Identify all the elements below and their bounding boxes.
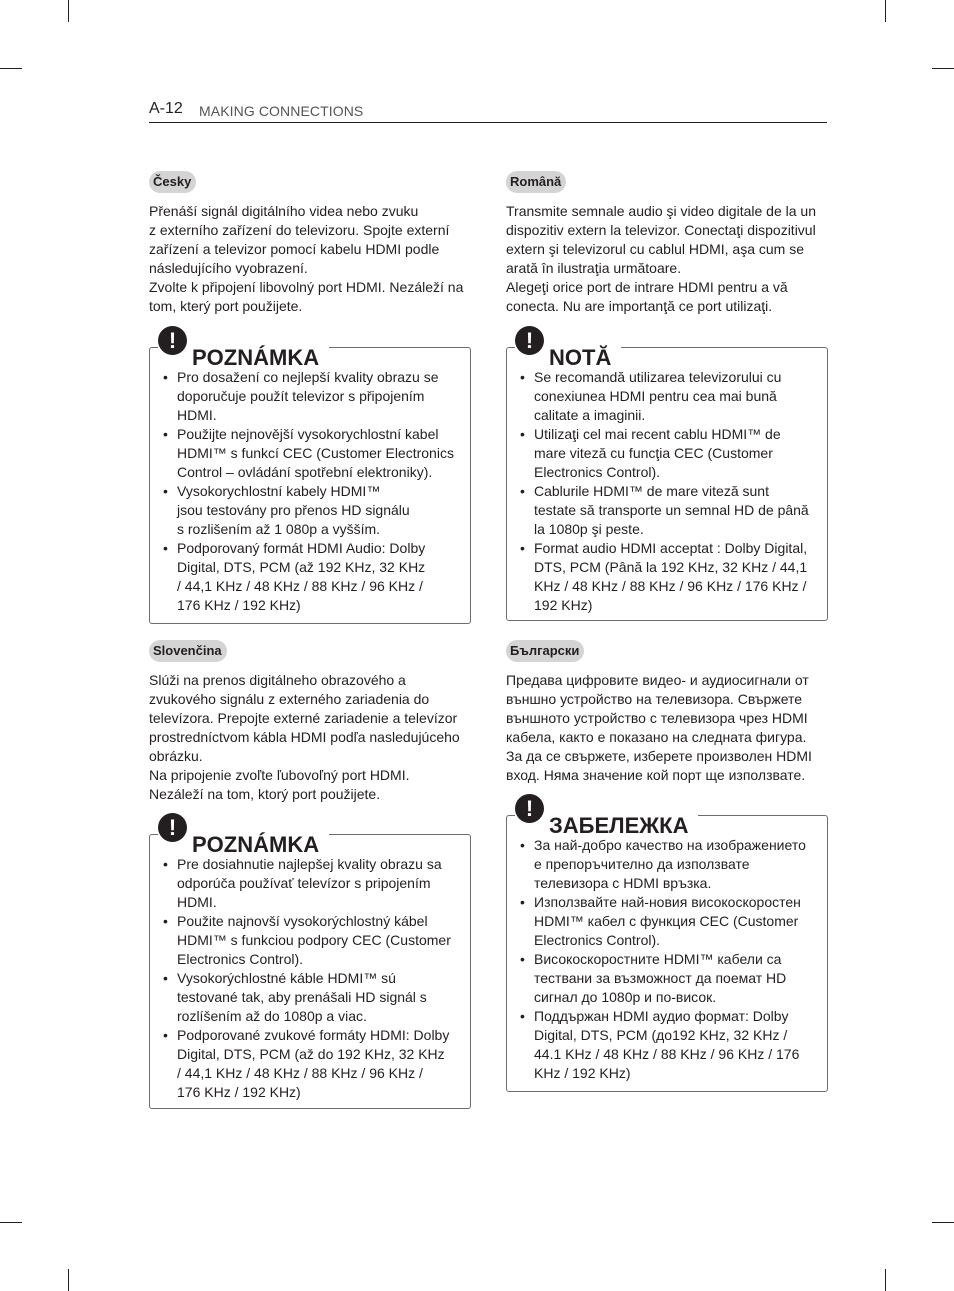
list-item: • Pro dosažení co nejlepší kvality obrazu se doporučuje použít televizor s připojením HDMI. <box>163 368 462 425</box>
note-box <box>506 796 828 1092</box>
note-box <box>149 328 471 624</box>
list-item: • Cablurile HDMI™ de mare viteză sunt testate să transporte un semnal HD de până la 1080p şi peste. <box>520 482 819 539</box>
crop-mark <box>0 68 22 69</box>
note-title: POZNÁMKA <box>192 832 320 857</box>
section-balgarski <box>506 640 828 785</box>
crop-mark <box>932 1222 954 1223</box>
list-item: • Използвайте най-новия високоскоростен HDMI™ кабел с функция CEC (Customer Electronics Control). <box>520 893 819 950</box>
note-list <box>163 855 462 1102</box>
list-item: • Utilizaţi cel mai recent cablu HDMI™ de mare viteză cu funcţia CEC (Customer Electronics Control). <box>520 425 819 482</box>
list-item: • Vysokorychlostní kabely HDMI™ jsou testovány pro přenos HD signálu s rozlišením až 1 080p a vyšším. <box>163 482 462 539</box>
note-heading <box>515 326 621 370</box>
crop-mark <box>932 68 954 69</box>
crop-mark <box>885 0 886 22</box>
exclamation-icon: ! <box>158 326 187 355</box>
crop-mark <box>0 1222 22 1223</box>
language-tag: Български <box>506 640 584 662</box>
exclamation-icon: ! <box>158 813 187 842</box>
exclamation-icon: ! <box>515 794 544 823</box>
crop-mark <box>68 1269 69 1291</box>
language-tag: Română <box>506 171 566 193</box>
note-heading <box>515 794 698 838</box>
note-box <box>149 815 471 1109</box>
list-item: • Високоскоростните HDMI™ кабели са тествани за възможност да поемат HD сигнал до 1080p и по-висок. <box>520 950 819 1007</box>
note-list <box>520 836 819 1083</box>
section-cesky <box>149 171 471 316</box>
note-title: POZNÁMKA <box>192 345 320 370</box>
section-romana <box>506 171 828 316</box>
note-box <box>506 328 828 621</box>
note-heading <box>158 326 329 370</box>
language-tag: Slovenčina <box>149 640 227 662</box>
page-header <box>149 100 827 123</box>
note-list <box>163 368 462 615</box>
section-body: Přenáší signál digitálního videa nebo zvuku z externího zařízení do televizoru. Spojte externí zařízení a televizor pomocí kabelu HDMI podle následujícího vyobrazení. Zvolte k připojení libovolný port HDMI. Nezáleží na tom, který port použijete. <box>149 203 464 314</box>
list-item: • Použite najnovší vysokorýchlostný kábel HDMI™ s funkciou podpory CEC (Customer Electronics Control). <box>163 912 462 969</box>
exclamation-icon: ! <box>515 326 544 355</box>
list-item: • Podporovaný formát HDMI Audio: Dolby Digital, DTS, PCM (až 192 KHz, 32 KHz / 44,1 KHz / 48 KHz / 88 KHz / 96 KHz / 176 KHz / 192 KHz) <box>163 539 462 615</box>
section-body: Предава цифровите видео- и аудиосигнали от външно устройство на телевизора. Свържете външното устройство с телевизора чрез HDMI кабела, както е показано на следната фигура. За да се свържете, изберете произволен HDMI вход. Няма значение кой порт ще използвате. <box>506 672 812 783</box>
list-item: • Поддържан HDMI аудио формат: Dolby Digital, DTS, PCM (до192 KHz, 32 KHz / 44.1 KHz / 48 KHz / 88 KHz / 96 KHz / 176 KHz / 192 KHz) <box>520 1007 819 1083</box>
language-tag: Česky <box>149 171 196 193</box>
note-title: NOTĂ <box>549 345 612 370</box>
note-title: ЗАБЕЛЕЖКА <box>549 813 689 838</box>
section-slovencina <box>149 640 471 804</box>
list-item: • Format audio HDMI acceptat : Dolby Digital, DTS, PCM (Până la 192 KHz, 32 KHz / 44,1 KHz / 48 KHz / 88 KHz / 96 KHz / 176 KHz / 192 KHz) <box>520 539 819 615</box>
list-item: • Podporované zvukové formáty HDMI: Dolby Digital, DTS, PCM (až do 192 KHz, 32 KHz / 44,1 KHz / 48 KHz / 88 KHz / 96 KHz / 176 KHz / 192 KHz) <box>163 1026 462 1102</box>
crop-mark <box>885 1269 886 1291</box>
list-item: • Použijte nejnovější vysokorychlostní kabel HDMI™ s funkcí CEC (Customer Electronics Control – ovládání spotřební elektroniky). <box>163 425 462 482</box>
section-body: Slúži na prenos digitálneho obrazového a zvukového signálu z externého zariadenia do televízora. Prepojte externé zariadenie a televízor prostredníctvom kábla HDMI podľa nasledujúceho obrázku. Na pripojenie zvoľte ľubovoľný port HDMI. Nezáleží na tom, ktorý port použijete. <box>149 672 460 802</box>
note-list <box>520 368 819 615</box>
list-item: • За най-добро качество на изображението е препоръчително да използвате телевизора с HDMI връзка. <box>520 836 819 893</box>
note-heading <box>158 813 329 857</box>
page-number: A-12 <box>149 100 183 117</box>
crop-mark <box>68 0 69 22</box>
list-item: • Vysokorýchlostné káble HDMI™ sú testované tak, aby prenášali HD signál s rozlíšením až do 1080p a viac. <box>163 969 462 1026</box>
section-body: Transmite semnale audio şi video digitale de la un dispozitiv extern la televizor. Conectaţi dispozitivul extern şi televizorul cu cablul HDMI, aşa cum se arată în ilustraţia următoare. Alegeţi orice port de intrare HDMI pentru a vă conecta. Nu are importanţă ce port utilizaţi. <box>506 203 816 314</box>
list-item: • Pre dosiahnutie najlepšej kvality obrazu sa odporúča používať televízor s pripojením HDMI. <box>163 855 462 912</box>
list-item: • Se recomandă utilizarea televizorului cu conexiunea HDMI pentru cea mai bună calitate a imaginii. <box>520 368 819 425</box>
section-title: MAKING CONNECTIONS <box>199 103 364 119</box>
